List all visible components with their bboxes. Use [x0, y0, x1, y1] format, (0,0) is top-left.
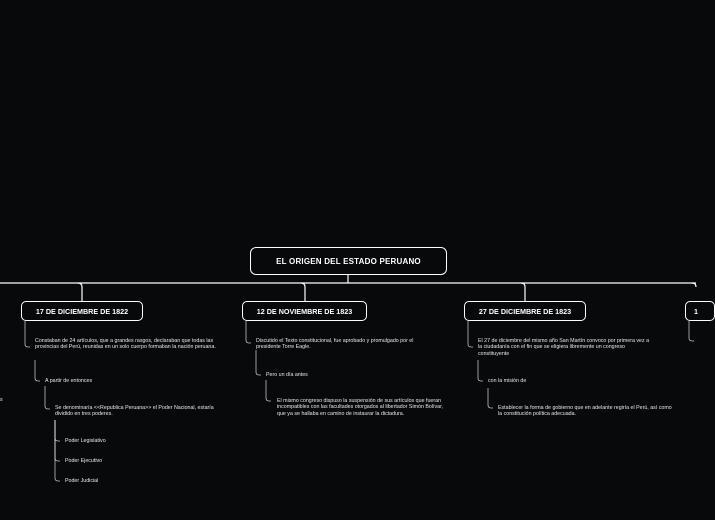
subtopic-text[interactable]: Discutido el Texto constitucional, fue aprobado y promulgado por el presidente Torre Eagle. — [256, 338, 414, 351]
subtopic-text[interactable]: El mismo congreso dispuso la suspensión de sus artículos que fueran incompatibles con las facultades otorgados al libertador Simón Bolívar, que ya se hallaba en camino de instaurar la dictadura. — [277, 398, 444, 417]
connector-line — [301, 283, 305, 301]
subtopic-text[interactable]: Constaban de 24 artículos, que a grandes rasgos, declaraban que todas las provincias del Perú, reunidas en un solo cuerpo formaban la nación peruana. — [35, 338, 216, 351]
branch-topic-partial[interactable] — [685, 301, 715, 321]
branch-topic-label: 27 DE DICIEMBRE DE 1823 — [478, 306, 572, 316]
connector-line — [45, 386, 50, 409]
subtopic-text[interactable]: Establecer la forma de gobierno que en adelante regiría el Perú, así como la constitución política adecuada. — [498, 405, 672, 418]
branch-topic-label: 12 DE NOVIEMBRE DE 1823 — [256, 306, 353, 316]
root-topic[interactable] — [250, 247, 447, 275]
subtopic-text[interactable]: Se denominaría <<Republica Peruana>> el Poder Nacional, estaría dividido en tres poderes. — [55, 405, 214, 418]
connector-line — [689, 321, 694, 341]
connector-line — [246, 321, 251, 343]
branch-topic-label: 17 DE DICIEMBRE DE 1822 — [35, 306, 129, 316]
connector-line — [55, 420, 60, 441]
connector-line — [478, 360, 483, 381]
connector-line — [55, 420, 60, 481]
subtopic-text[interactable]: Pero un día antes — [266, 372, 308, 378]
connector-line — [78, 283, 82, 301]
connector-line — [35, 360, 40, 381]
connector-line — [256, 350, 261, 375]
connector-line — [521, 283, 525, 301]
offscreen-text-fragment: s — [0, 397, 3, 403]
branch-topic-label: 1 — [694, 306, 698, 316]
connector-line — [488, 388, 493, 408]
subtopic-text[interactable]: Poder Legislativo — [65, 438, 106, 444]
branch-topic-dic-1823[interactable] — [464, 301, 586, 321]
subtopic-text[interactable]: El 27 de diciembre del mismo año San Martín convoco por primera vez a la ciudadanía con el fin que se eligiera libremente un congreso constituyente — [478, 338, 650, 357]
connector-line — [266, 380, 271, 401]
subtopic-text[interactable]: con la misión de — [488, 378, 527, 384]
branch-topic-1822[interactable] — [21, 301, 143, 321]
subtopic-text[interactable]: Poder Judicial — [65, 478, 99, 484]
subtopic-text[interactable]: A partir de entonces — [45, 378, 93, 384]
branch-topic-nov-1823[interactable] — [242, 301, 367, 321]
subtopic-text[interactable]: Poder Ejecutivo — [65, 458, 103, 464]
root-topic-label: EL ORIGEN DEL ESTADO PERUANO — [276, 256, 421, 266]
connector-line — [468, 321, 473, 347]
connector-line — [25, 321, 30, 347]
connector-line — [692, 283, 696, 287]
